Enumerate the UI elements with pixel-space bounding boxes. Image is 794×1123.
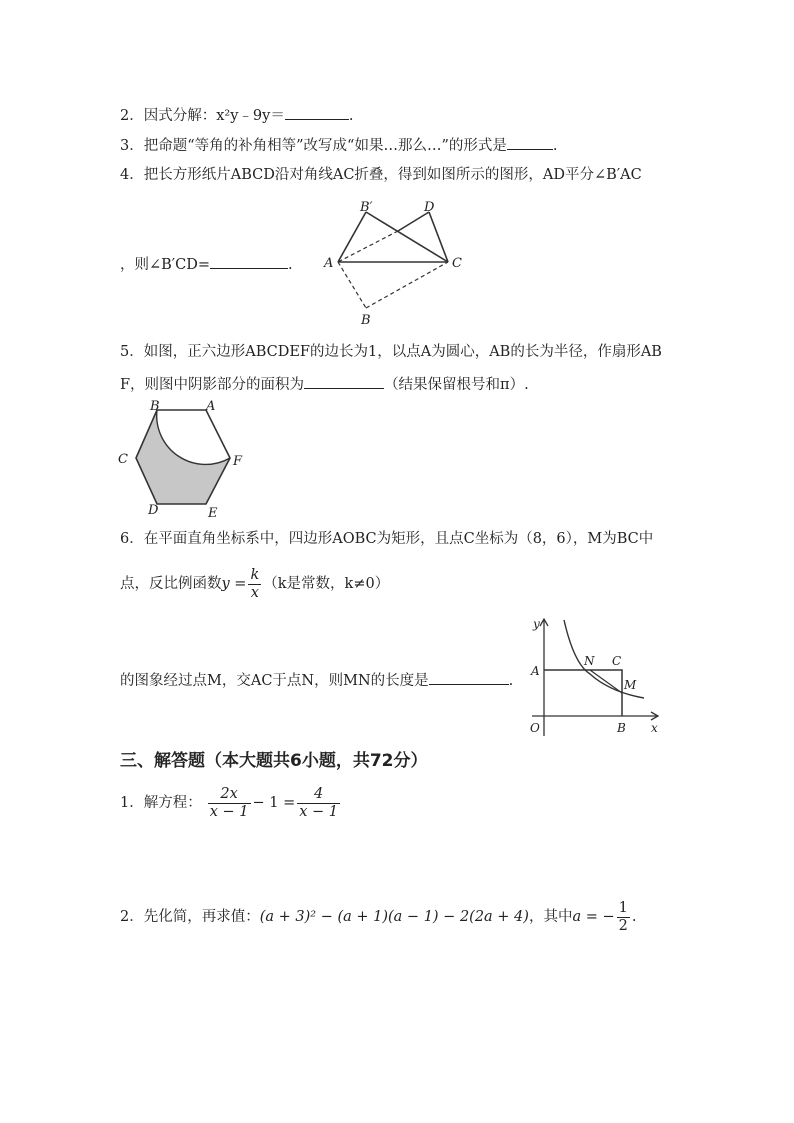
label-a: A xyxy=(531,664,540,678)
question-3 xyxy=(120,137,558,154)
fold-figure xyxy=(318,196,478,330)
label-e: E xyxy=(208,506,218,520)
label-d: D xyxy=(424,200,435,215)
question-text: 把命题“等角的补角相等”改写成“如果…那么…”的形式是 xyxy=(143,138,507,154)
question-number: 2． xyxy=(120,108,144,124)
question-text: ，则∠B′CD= xyxy=(120,257,210,273)
segment-bc-dashed xyxy=(366,262,448,308)
question-text: F，则图中阴影部分的面积为 xyxy=(120,377,305,393)
label-a: A xyxy=(324,256,334,271)
question-6-line3 xyxy=(120,672,513,689)
where-text: ，其中 xyxy=(528,908,573,925)
function-lhs: y = xyxy=(221,575,247,592)
question-6-line2 xyxy=(120,567,389,602)
fraction-denominator: 2 xyxy=(618,917,628,934)
label-y: y xyxy=(533,617,540,631)
question-label: 解方程： xyxy=(143,794,202,811)
answer-blank xyxy=(429,672,509,685)
question-5 xyxy=(120,345,662,360)
fraction-numerator: 4 xyxy=(297,786,340,804)
question-text: 在平面直角坐标系中，四边形AOBC为矩形，且点C坐标为（8，6），M为BC中 xyxy=(143,531,654,547)
question-text: 如图，正六边形ABCDEF的边长为1，以点A为圆心，AB的长为半径，作扇形AB xyxy=(143,344,662,360)
section-3-title: 三、解答题（本大题共6小题，共72分） xyxy=(120,751,428,771)
label-x: x xyxy=(651,721,658,735)
segment-cd xyxy=(429,212,448,262)
label-c: C xyxy=(452,256,462,271)
question-number: 2． xyxy=(120,908,144,925)
question-text: 因式分解：x²y﹣9y＝ xyxy=(143,108,285,124)
label-b: B xyxy=(361,313,371,328)
question-number: 1． xyxy=(120,794,144,811)
expression: (a + 3)² − (a + 1)(a − 1) − 2(2a + 4) xyxy=(259,908,529,925)
answer-blank xyxy=(285,107,349,120)
fraction-numerator: k xyxy=(250,567,260,583)
equation-middle: − 1 = xyxy=(252,794,296,811)
label-c: C xyxy=(612,654,622,668)
coordinate-figure xyxy=(520,614,665,742)
period: . xyxy=(631,908,637,925)
question-4-line2 xyxy=(120,256,293,273)
fraction-k-over-x xyxy=(248,567,261,602)
label-b: B xyxy=(617,721,626,735)
question-5-line2 xyxy=(120,376,529,393)
question-6 xyxy=(120,532,653,547)
label-a: A xyxy=(206,399,216,414)
label-n: N xyxy=(584,654,595,668)
question-2 xyxy=(120,107,353,124)
question-number: 4． xyxy=(120,167,144,183)
a-equals: a = − xyxy=(572,908,615,925)
fraction-2x-over-x-1 xyxy=(208,786,251,821)
fraction-denominator: x − 1 xyxy=(299,803,339,820)
label-o: O xyxy=(530,721,540,735)
label-b-prime: B′ xyxy=(360,200,373,215)
rectangle-aobc xyxy=(544,670,622,716)
segment-b1c xyxy=(366,212,448,262)
label-m: M xyxy=(624,678,637,692)
period: . xyxy=(348,108,354,124)
question-text: （k是常数，k≠0） xyxy=(263,575,390,592)
label-f: F xyxy=(233,454,243,469)
period: . xyxy=(552,138,558,154)
fraction-denominator: x − 1 xyxy=(209,803,249,820)
fraction-numerator: 2x xyxy=(208,786,251,804)
fraction-4-over-x-1 xyxy=(297,786,340,821)
question-number: 5． xyxy=(120,344,144,360)
label-c: C xyxy=(118,452,128,467)
question-text: （结果保留根号和π）. xyxy=(384,377,529,393)
segment-ab-dashed xyxy=(338,262,366,308)
question-number: 3． xyxy=(120,138,144,154)
question-4 xyxy=(120,168,642,183)
question-text: 把长方形纸片ABCD沿对角线AC折叠，得到如图所示的图形，AD平分∠B′AC xyxy=(143,167,642,183)
solve-question-2 xyxy=(120,900,636,935)
answer-blank xyxy=(210,256,288,269)
answer-blank xyxy=(304,376,384,389)
period: . xyxy=(287,257,293,273)
period: . xyxy=(508,673,514,689)
hexagon-figure xyxy=(112,396,252,520)
segment-mn xyxy=(590,670,622,693)
fraction-numerator: 1 xyxy=(618,900,628,916)
answer-blank xyxy=(507,137,553,150)
fraction-denominator: x xyxy=(250,584,259,601)
question-number: 6． xyxy=(120,531,144,547)
fraction-one-half xyxy=(617,900,630,935)
solve-question-1 xyxy=(120,786,342,821)
label-b: B xyxy=(150,399,160,414)
question-text: 点，反比例函数 xyxy=(120,575,222,592)
label-d: D xyxy=(148,503,159,518)
question-text: 的图象经过点M，交AC于点N，则MN的长度是 xyxy=(120,673,429,689)
question-label: 先化简，再求值： xyxy=(143,908,260,925)
